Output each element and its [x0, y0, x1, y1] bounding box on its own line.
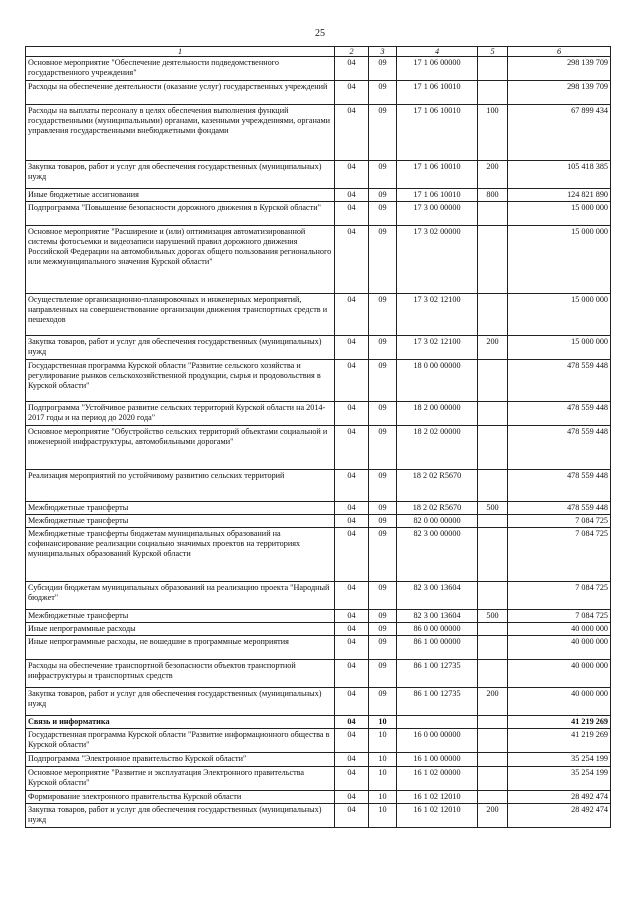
cell-amount: 15 000 000	[508, 202, 611, 226]
cell-subsection: 09	[369, 688, 397, 716]
cell-section: 04	[335, 360, 369, 402]
cell-section: 04	[335, 81, 369, 105]
cell-item-name: Закупка товаров, работ и услуг для обеспечения государственных (муниципальных) нужд	[26, 688, 335, 716]
header-col-4: 4	[397, 47, 478, 57]
cell-expense-type	[478, 623, 508, 636]
table-row	[26, 161, 611, 189]
cell-target-article: 18 2 02 00000	[397, 426, 478, 470]
table-row	[26, 81, 611, 105]
cell-item-name: Межбюджетные трансферты	[26, 515, 335, 528]
cell-expense-type	[478, 528, 508, 582]
cell-target-article: 16 1 00 00000	[397, 753, 478, 767]
cell-expense-type: 100	[478, 105, 508, 161]
cell-item-name: Государственная программа Курской области "Развитие информационного общества в Курской области"	[26, 729, 335, 753]
cell-expense-type	[478, 716, 508, 729]
cell-amount: 41 219 269	[508, 729, 611, 753]
cell-target-article: 17 1 06 10010	[397, 105, 478, 161]
table-row	[26, 610, 611, 623]
table-row	[26, 660, 611, 688]
cell-section: 04	[335, 161, 369, 189]
cell-item-name: Расходы на обеспечение деятельности (оказание услуг) государственных учреждений	[26, 81, 335, 105]
cell-expense-type	[478, 470, 508, 502]
cell-expense-type	[478, 660, 508, 688]
cell-subsection: 10	[369, 729, 397, 753]
cell-item-name: Иные бюджетные ассигнования	[26, 189, 335, 202]
cell-expense-type	[478, 515, 508, 528]
cell-expense-type	[478, 767, 508, 791]
cell-item-name: Межбюджетные трансферты бюджетам муниципальных образований на софинансирование реализации социально значимых проектов на территориях муниципальных образований Курской области	[26, 528, 335, 582]
cell-expense-type	[478, 582, 508, 610]
cell-subsection: 10	[369, 716, 397, 729]
table-row	[26, 528, 611, 582]
table-header-row	[26, 47, 611, 57]
cell-amount: 478 559 448	[508, 360, 611, 402]
cell-target-article: 86 0 00 00000	[397, 623, 478, 636]
cell-expense-type	[478, 294, 508, 336]
cell-target-article: 17 3 02 12100	[397, 336, 478, 360]
cell-section: 04	[335, 57, 369, 81]
cell-item-name: Основное мероприятие "Расширение и (или) оптимизация автоматизированной системы фотосъемки и видеозаписи нарушений правил дорожного движения Российской Федерации на автомобильных дорогах общего пользования регионального или межмуниципального значения Курской области"	[26, 226, 335, 294]
cell-section: 04	[335, 528, 369, 582]
table-row	[26, 57, 611, 81]
cell-target-article: 17 3 00 00000	[397, 202, 478, 226]
cell-target-article: 18 2 00 00000	[397, 402, 478, 426]
cell-amount: 478 559 448	[508, 426, 611, 470]
cell-item-name: Межбюджетные трансферты	[26, 502, 335, 515]
cell-subsection: 10	[369, 753, 397, 767]
cell-item-name: Субсидии бюджетам муниципальных образований на реализацию проекта "Народный бюджет"	[26, 582, 335, 610]
cell-subsection: 09	[369, 226, 397, 294]
cell-amount: 15 000 000	[508, 336, 611, 360]
cell-item-name: Иные непрограммные расходы	[26, 623, 335, 636]
cell-section: 04	[335, 226, 369, 294]
cell-item-name: Расходы на выплаты персоналу в целях обеспечения выполнения функций государственными (муниципальными) органами, казенными учреждениями, органами управления государственными внебюджетными фондами	[26, 105, 335, 161]
cell-subsection: 09	[369, 660, 397, 688]
header-col-5: 5	[478, 47, 508, 57]
cell-target-article: 17 1 06 00000	[397, 57, 478, 81]
table-body	[26, 57, 611, 828]
cell-subsection: 09	[369, 502, 397, 515]
cell-expense-type	[478, 753, 508, 767]
table-row	[26, 226, 611, 294]
page-number: 25	[315, 28, 325, 39]
cell-item-name: Подпрограмма "Электронное правительство Курской области"	[26, 753, 335, 767]
cell-subsection: 09	[369, 360, 397, 402]
cell-item-name: Государственная программа Курской области "Развитие сельского хозяйства и регулирование рынков сельскохозяйственной продукции, сырья и продовольствия в Курской области"	[26, 360, 335, 402]
cell-target-article: 18 0 00 00000	[397, 360, 478, 402]
cell-section: 04	[335, 189, 369, 202]
cell-subsection: 09	[369, 81, 397, 105]
cell-subsection: 09	[369, 202, 397, 226]
cell-expense-type	[478, 226, 508, 294]
cell-amount: 40 000 000	[508, 688, 611, 716]
cell-amount: 7 084 725	[508, 528, 611, 582]
cell-section: 04	[335, 729, 369, 753]
cell-amount: 478 559 448	[508, 470, 611, 502]
cell-target-article: 17 1 06 10010	[397, 81, 478, 105]
table-row	[26, 402, 611, 426]
cell-amount: 478 559 448	[508, 402, 611, 426]
cell-item-name: Подпрограмма "Повышение безопасности дорожного движения в Курской области"	[26, 202, 335, 226]
cell-subsection: 09	[369, 336, 397, 360]
cell-section: 04	[335, 636, 369, 660]
cell-item-name: Подпрограмма "Устойчивое развитие сельских территорий Курской области на 2014-2017 годы и на период до 2020 года"	[26, 402, 335, 426]
cell-target-article: 18 2 02 R5670	[397, 470, 478, 502]
cell-subsection: 09	[369, 582, 397, 610]
cell-item-name: Связь и информатика	[26, 716, 335, 729]
cell-amount: 35 254 199	[508, 753, 611, 767]
cell-amount: 298 139 709	[508, 57, 611, 81]
cell-section: 04	[335, 716, 369, 729]
header-col-3: 3	[369, 47, 397, 57]
cell-subsection: 09	[369, 515, 397, 528]
cell-subsection: 10	[369, 767, 397, 791]
cell-target-article: 16 0 00 00000	[397, 729, 478, 753]
cell-target-article	[397, 716, 478, 729]
table-row	[26, 426, 611, 470]
table-row	[26, 753, 611, 767]
cell-expense-type	[478, 729, 508, 753]
cell-subsection: 09	[369, 426, 397, 470]
cell-section: 04	[335, 502, 369, 515]
header-col-1: 1	[26, 47, 335, 57]
cell-subsection: 09	[369, 610, 397, 623]
cell-item-name: Закупка товаров, работ и услуг для обеспечения государственных (муниципальных) нужд	[26, 336, 335, 360]
cell-section: 04	[335, 623, 369, 636]
table-row	[26, 336, 611, 360]
cell-item-name: Основное мероприятие "Обустройство сельских территорий объектами социальной и инженерной инфраструктуры, автомобильными дорогами"	[26, 426, 335, 470]
cell-target-article: 17 1 06 10010	[397, 161, 478, 189]
cell-target-article: 82 3 00 13604	[397, 610, 478, 623]
cell-amount: 40 000 000	[508, 660, 611, 688]
cell-subsection: 09	[369, 470, 397, 502]
cell-amount: 7 084 725	[508, 515, 611, 528]
cell-item-name: Иные непрограммные расходы, не вошедшие в программные мероприятия	[26, 636, 335, 660]
cell-target-article: 86 1 00 00000	[397, 636, 478, 660]
cell-item-name: Расходы на обеспечение транспортной безопасности объектов транспортной инфраструктуры и транспортных средств	[26, 660, 335, 688]
cell-section: 04	[335, 688, 369, 716]
cell-amount: 7 084 725	[508, 610, 611, 623]
table-row	[26, 470, 611, 502]
cell-amount: 40 000 000	[508, 636, 611, 660]
cell-amount: 35 254 199	[508, 767, 611, 791]
cell-target-article: 16 1 02 12010	[397, 791, 478, 804]
cell-target-article: 17 3 02 00000	[397, 226, 478, 294]
table-row	[26, 515, 611, 528]
cell-expense-type: 500	[478, 502, 508, 515]
cell-subsection: 09	[369, 623, 397, 636]
table-row	[26, 294, 611, 336]
cell-target-article: 17 1 06 10010	[397, 189, 478, 202]
cell-expense-type	[478, 360, 508, 402]
cell-amount: 105 418 385	[508, 161, 611, 189]
cell-section: 04	[335, 470, 369, 502]
table-row	[26, 729, 611, 753]
cell-subsection: 10	[369, 791, 397, 804]
cell-section: 04	[335, 426, 369, 470]
table-row	[26, 636, 611, 660]
cell-section: 04	[335, 753, 369, 767]
cell-amount: 41 219 269	[508, 716, 611, 729]
cell-subsection: 09	[369, 294, 397, 336]
table-row	[26, 767, 611, 791]
header-col-6: 6	[508, 47, 611, 57]
cell-subsection: 09	[369, 161, 397, 189]
table-row	[26, 582, 611, 610]
table-row	[26, 804, 611, 828]
table-row	[26, 502, 611, 515]
cell-expense-type: 200	[478, 336, 508, 360]
cell-target-article: 16 1 02 12010	[397, 804, 478, 828]
cell-section: 04	[335, 202, 369, 226]
cell-target-article: 86 1 00 12735	[397, 688, 478, 716]
cell-section: 04	[335, 105, 369, 161]
cell-section: 04	[335, 294, 369, 336]
cell-item-name: Формирование электронного правительства Курской области	[26, 791, 335, 804]
table-row	[26, 105, 611, 161]
cell-section: 04	[335, 515, 369, 528]
cell-expense-type	[478, 202, 508, 226]
cell-section: 04	[335, 582, 369, 610]
cell-item-name: Реализация мероприятий по устойчивому развитию сельских территорий	[26, 470, 335, 502]
cell-amount: 478 559 448	[508, 502, 611, 515]
table-row	[26, 202, 611, 226]
cell-subsection: 09	[369, 189, 397, 202]
cell-target-article: 82 0 00 00000	[397, 515, 478, 528]
cell-item-name: Осуществление организационно-планировочных и инженерных мероприятий, направленных на совершенствование организации движения транспортных средств и пешеходов	[26, 294, 335, 336]
cell-expense-type: 200	[478, 688, 508, 716]
cell-expense-type	[478, 636, 508, 660]
cell-amount: 15 000 000	[508, 294, 611, 336]
cell-section: 04	[335, 791, 369, 804]
cell-target-article: 17 3 02 12100	[397, 294, 478, 336]
header-col-2: 2	[335, 47, 369, 57]
cell-subsection: 09	[369, 636, 397, 660]
cell-subsection: 10	[369, 804, 397, 828]
cell-expense-type	[478, 426, 508, 470]
cell-expense-type	[478, 791, 508, 804]
cell-amount: 28 492 474	[508, 804, 611, 828]
cell-expense-type: 200	[478, 161, 508, 189]
cell-target-article: 18 2 02 R5670	[397, 502, 478, 515]
cell-amount: 28 492 474	[508, 791, 611, 804]
cell-target-article: 86 1 00 12735	[397, 660, 478, 688]
cell-amount: 67 899 434	[508, 105, 611, 161]
cell-amount: 40 000 000	[508, 623, 611, 636]
cell-expense-type: 800	[478, 189, 508, 202]
cell-section: 04	[335, 767, 369, 791]
cell-subsection: 09	[369, 57, 397, 81]
budget-table	[25, 46, 611, 828]
table-row	[26, 360, 611, 402]
cell-expense-type	[478, 402, 508, 426]
cell-item-name: Межбюджетные трансферты	[26, 610, 335, 623]
cell-section: 04	[335, 660, 369, 688]
cell-amount: 298 139 709	[508, 81, 611, 105]
cell-item-name: Основное мероприятие "Обеспечение деятельности подведомственного государственного учреждения"	[26, 57, 335, 81]
cell-subsection: 09	[369, 528, 397, 582]
table-row	[26, 791, 611, 804]
cell-section: 04	[335, 804, 369, 828]
cell-section: 04	[335, 336, 369, 360]
cell-subsection: 09	[369, 402, 397, 426]
cell-amount: 15 000 000	[508, 226, 611, 294]
cell-target-article: 82 3 00 00000	[397, 528, 478, 582]
cell-expense-type	[478, 81, 508, 105]
cell-expense-type: 500	[478, 610, 508, 623]
cell-expense-type: 200	[478, 804, 508, 828]
cell-expense-type	[478, 57, 508, 81]
cell-subsection: 09	[369, 105, 397, 161]
cell-item-name: Закупка товаров, работ и услуг для обеспечения государственных (муниципальных) нужд	[26, 161, 335, 189]
cell-amount: 124 821 890	[508, 189, 611, 202]
cell-amount: 7 084 725	[508, 582, 611, 610]
cell-target-article: 16 1 02 00000	[397, 767, 478, 791]
table-row	[26, 716, 611, 729]
cell-item-name: Основное мероприятие "Развитие и эксплуатация Электронного правительства Курской области"	[26, 767, 335, 791]
cell-target-article: 82 3 00 13604	[397, 582, 478, 610]
cell-section: 04	[335, 610, 369, 623]
cell-section: 04	[335, 402, 369, 426]
table-row	[26, 688, 611, 716]
table-row	[26, 623, 611, 636]
cell-item-name: Закупка товаров, работ и услуг для обеспечения государственных (муниципальных) нужд	[26, 804, 335, 828]
table-row	[26, 189, 611, 202]
